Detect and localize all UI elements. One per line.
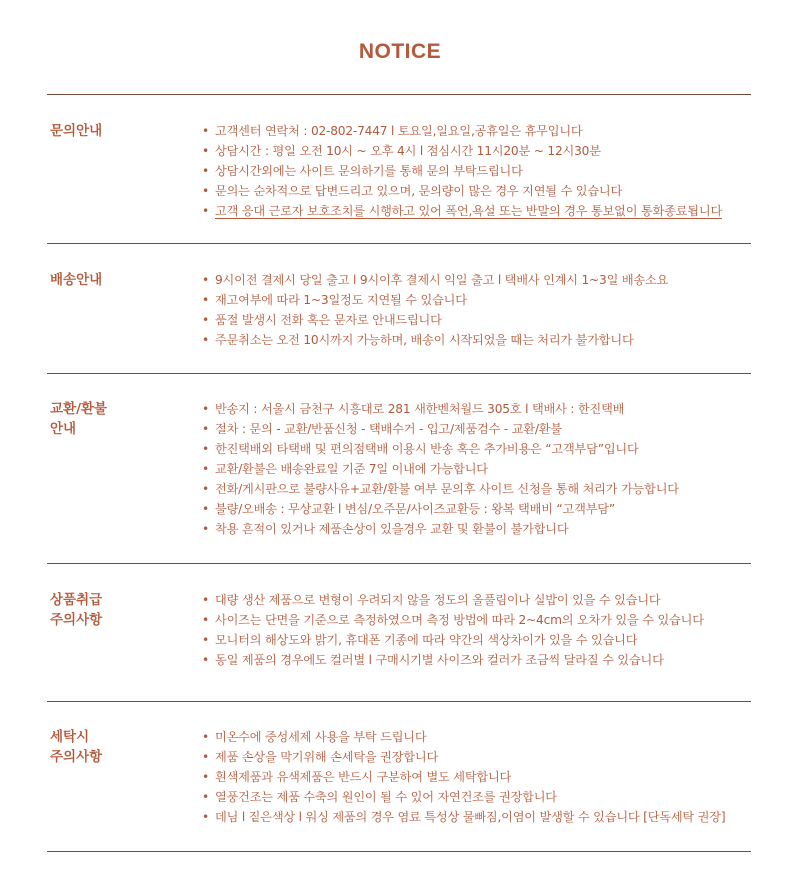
section-title: 세탁시 주의사항 [50, 729, 103, 765]
list-item: • 고객센터 연락처 : 02-802-7447 l 토요일,일요일,공휴일은 휴무입니다 [202, 121, 722, 141]
list-item: • 대량 생산 제품으로 변형이 우려되지 않을 정도의 올풀림이나 실밥이 있을 수 있습니다 [202, 590, 704, 610]
divider [47, 701, 751, 702]
item-list [202, 399, 679, 539]
list-item: • 불량/오배송 : 무상교환 l 변심/오주문/사이즈교환등 : 왕복 택배비 “고객부담” [202, 499, 679, 519]
divider [47, 243, 751, 244]
item-list [202, 270, 668, 350]
list-item: • 상담시간외에는 사이트 문의하기를 통해 문의 부탁드립니다 [202, 161, 722, 181]
item-list [202, 121, 722, 221]
list-item: • 절차 : 문의 - 교환/반품신청 - 택배수거 - 입고/제품검수 - 교환/환불 [202, 419, 679, 439]
list-item: • 9시이전 결제시 당일 출고 l 9시이후 결제시 익일 출고 l 택배사 인계시 1~3일 배송소요 [202, 270, 668, 290]
list-item: • 동일 제품의 경우에도 컬러별 l 구매시기별 사이즈와 컬러가 조금씩 달라질 수 있습니다 [202, 650, 704, 670]
list-item: • 흰색제품과 유색제품은 반드시 구분하여 별도 세탁합니다 [202, 767, 725, 787]
divider [47, 94, 751, 95]
list-item: • 주문취소는 오전 10시까지 가능하며, 배송이 시작되었을 때는 처리가 불가합니다 [202, 330, 668, 350]
item-list [202, 590, 704, 670]
list-item-text: 고객 응대 근로자 보호조치를 시행하고 있어 폭언,욕설 또는 반말의 경우 통보없이 통화종료됩니다 [215, 204, 723, 218]
list-item: • 데님 l 짙은색상 l 워싱 제품의 경우 염료 특성상 물빠짐,이염이 발생할 수 있습니다 [단독세탁 권장] [202, 807, 725, 827]
divider [47, 563, 751, 564]
section-title: 상품취급 주의사항 [50, 592, 103, 628]
list-item: • 반송지 : 서울시 금천구 시흥대로 281 새한벤처월드 305호 l 택배사 : 한진택배 [202, 399, 679, 419]
list-item: • 품절 발생시 전화 혹은 문자로 안내드립니다 [202, 310, 668, 330]
section-title: 교환/환불 안내 [50, 401, 108, 437]
list-item: • 한진택배외 타택배 및 편의점택배 이용시 반송 혹은 추가비용은 “고객부담”입니다 [202, 439, 679, 459]
list-item: • 열풍건조는 제품 수축의 원인이 될 수 있어 자연건조를 권장합니다 [202, 787, 725, 807]
list-item: • 재고여부에 따라 1~3일정도 지연될 수 있습니다 [202, 290, 668, 310]
list-item: • 교환/환불은 배송완료일 기준 7일 이내에 가능합니다 [202, 459, 679, 479]
list-item: • 모니터의 해상도와 밝기, 휴대폰 기종에 따라 약간의 색상차이가 있을 수 있습니다 [202, 630, 704, 650]
divider [47, 373, 751, 374]
list-item: • 미온수에 중성세제 사용을 부탁 드립니다 [202, 727, 725, 747]
divider [47, 851, 751, 852]
item-list [202, 727, 725, 827]
section-title: 배송안내 [50, 272, 103, 288]
section-title: 문의안내 [50, 123, 103, 139]
list-item: • 문의는 순차적으로 답변드리고 있으며, 문의량이 많은 경우 지연될 수 있습니다 [202, 181, 722, 201]
list-item: • 상담시간 : 평일 오전 10시 ~ 오후 4시 l 점심시간 11시20분 ~ 12시30분 [202, 141, 722, 161]
page-title: NOTICE [358, 40, 442, 63]
list-item-underlined [202, 201, 722, 221]
list-item: • 사이즈는 단면을 기준으로 측정하였으며 측정 방법에 따라 2~4cm의 오차가 있을 수 있습니다 [202, 610, 704, 630]
list-item: • 착용 흔적이 있거나 제품손상이 있을경우 교환 및 환불이 불가합니다 [202, 519, 679, 539]
list-item: • 전화/게시판으로 불량사유+교환/환불 여부 문의후 사이트 신청을 통해 처리가 가능합니다 [202, 479, 679, 499]
list-item: • 제품 손상을 막기위해 손세탁을 권장합니다 [202, 747, 725, 767]
